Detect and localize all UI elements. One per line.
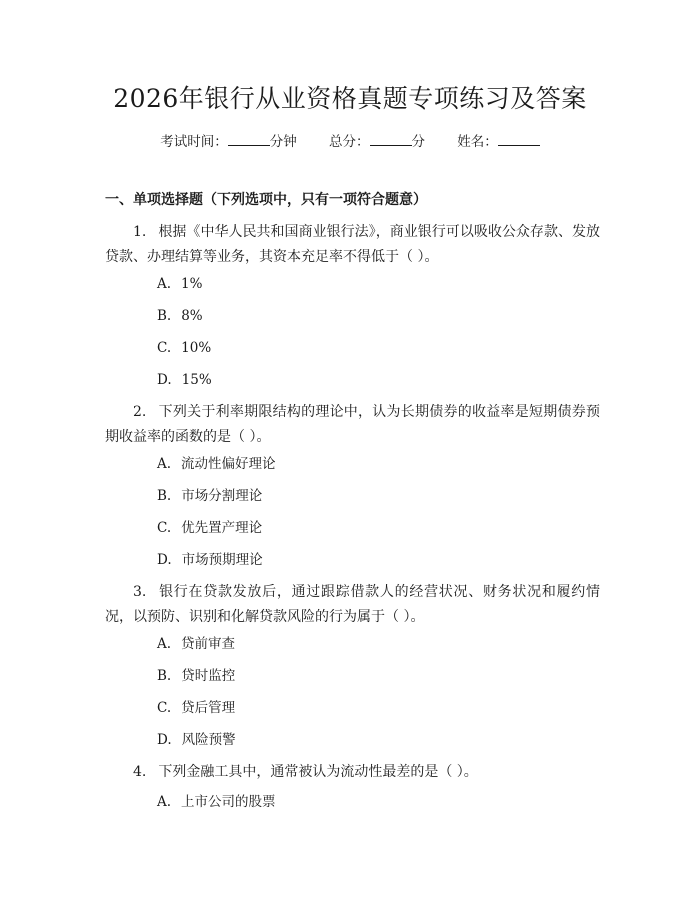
option-letter: A. xyxy=(157,794,172,810)
question-3 xyxy=(105,580,600,630)
option-letter: A. xyxy=(157,456,172,472)
question-1 xyxy=(105,220,600,270)
option-item xyxy=(157,550,263,570)
option-letter: D. xyxy=(157,552,172,568)
name-blank xyxy=(498,131,540,146)
total-score-field xyxy=(329,134,425,150)
option-item xyxy=(157,486,262,506)
option-item xyxy=(157,698,235,718)
question-text: 银行在贷款发放后，通过跟踪借款人的经营状况、财务状况和履约情况，以预防、识别和化解贷款风险的行为属于（ ）。 xyxy=(105,584,600,625)
option-letter: B. xyxy=(157,488,172,504)
option-item xyxy=(157,792,276,812)
option-item xyxy=(157,634,235,654)
option-letter: D. xyxy=(157,732,172,748)
option-text: 优先置产理论 xyxy=(181,520,263,536)
option-item xyxy=(157,274,202,294)
question-number: 4. xyxy=(133,764,147,780)
option-text: 上市公司的股票 xyxy=(181,794,276,810)
option-item xyxy=(157,518,262,538)
time-label: 考试时间： xyxy=(160,134,228,150)
score-unit: 分 xyxy=(411,134,425,150)
section-heading: 一、单项选择题（下列选项中，只有一项符合题意） xyxy=(105,192,427,208)
option-letter: C. xyxy=(157,520,172,536)
question-text: 根据《中华人民共和国商业银行法》，商业银行可以吸收公众存款、发放贷款、办理结算等业务，其资本充足率不得低于（ ）。 xyxy=(105,224,600,265)
option-letter: C. xyxy=(157,340,172,356)
option-item xyxy=(157,370,212,390)
option-text: 8% xyxy=(181,308,203,324)
option-item xyxy=(157,730,236,750)
option-item xyxy=(157,306,203,326)
question-text: 下列金融工具中，通常被认为流动性最差的是（ ）。 xyxy=(158,764,478,780)
option-text: 贷前审查 xyxy=(181,636,236,652)
option-letter: B. xyxy=(157,308,172,324)
option-letter: A. xyxy=(157,636,172,652)
option-letter: D. xyxy=(157,372,172,388)
time-blank xyxy=(228,131,270,146)
exam-meta-line xyxy=(0,131,700,152)
exam-time-field xyxy=(160,134,297,150)
option-item xyxy=(157,454,276,474)
option-item xyxy=(157,666,235,686)
option-letter: B. xyxy=(157,668,172,684)
option-text: 贷时监控 xyxy=(181,668,236,684)
score-label: 总分： xyxy=(329,134,370,150)
option-letter: A. xyxy=(157,276,172,292)
option-text: 1% xyxy=(181,276,203,292)
option-letter: C. xyxy=(157,700,172,716)
option-text: 风险预警 xyxy=(181,732,236,748)
option-text: 市场分割理论 xyxy=(181,488,263,504)
question-number: 2. xyxy=(133,404,147,420)
time-unit: 分钟 xyxy=(269,134,297,150)
question-4 xyxy=(105,760,600,785)
question-2 xyxy=(105,400,600,450)
name-field xyxy=(457,134,540,150)
option-text: 市场预期理论 xyxy=(181,552,263,568)
question-text: 下列关于利率期限结构的理论中，认为长期债券的收益率是短期债券预期收益率的函数的是（ ）。 xyxy=(105,404,600,445)
option-text: 15% xyxy=(181,372,212,388)
option-text: 流动性偏好理论 xyxy=(181,456,276,472)
question-number: 3. xyxy=(133,584,147,600)
name-label: 姓名： xyxy=(457,134,498,150)
question-number: 1. xyxy=(133,224,147,240)
document-title: 2026年银行从业资格真题专项练习及答案 xyxy=(113,84,587,113)
option-text: 10% xyxy=(181,340,212,356)
score-blank xyxy=(370,131,412,146)
option-item xyxy=(157,338,211,358)
option-text: 贷后管理 xyxy=(181,700,236,716)
